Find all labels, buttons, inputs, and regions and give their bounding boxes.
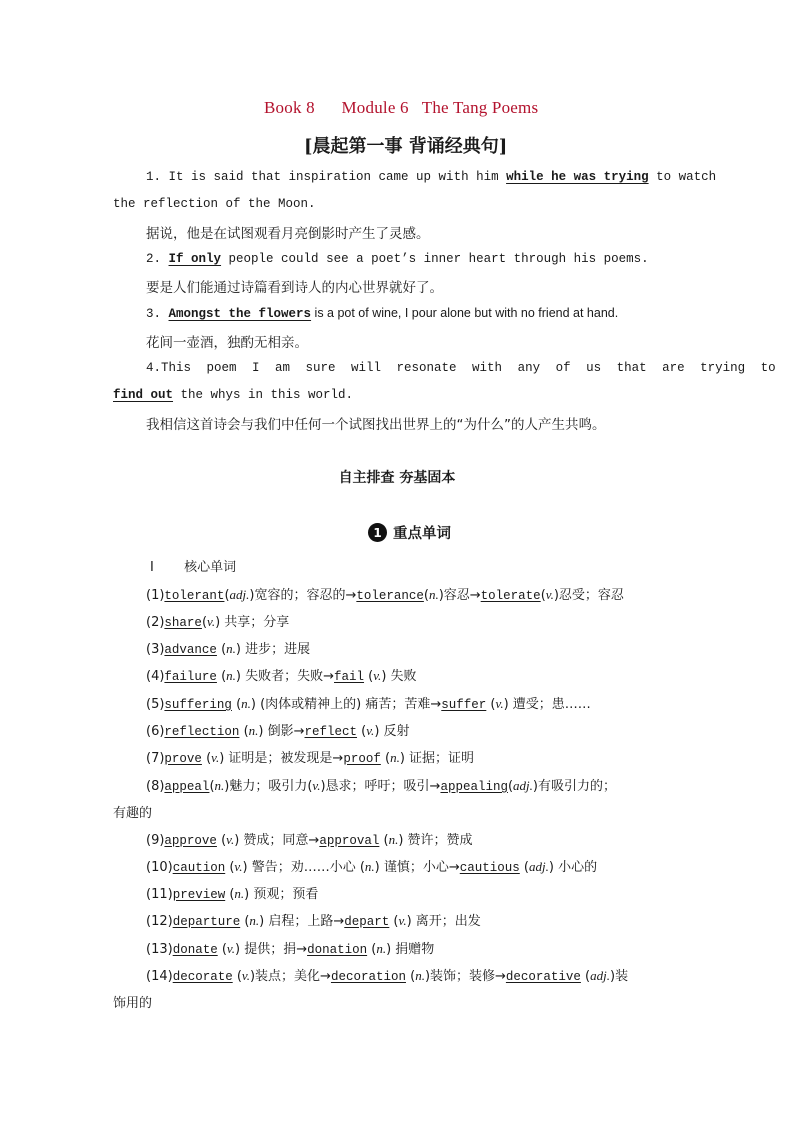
vocab-word: approve: [164, 834, 217, 848]
vocab-word: depart: [344, 915, 390, 929]
sentence-2-translation: 要是人们能通过诗篇看到诗人的内心世界就好了。: [146, 280, 443, 296]
vocab-text: ) 证据；证明: [399, 751, 475, 766]
part-of-speech: v.: [373, 668, 382, 683]
roman-numeral: Ⅰ: [150, 560, 154, 575]
vocab-text: (: [423, 588, 429, 603]
sentence-text: This poem I am sure will resonate with any of us that are trying to: [161, 361, 776, 375]
vocab-text: )宽容的；容忍的→: [249, 588, 357, 603]
vocab-text: ) 证明是；被发现是→: [219, 751, 344, 766]
vocab-text: ) (肉体或精神上的) 痛苦；苦难→: [250, 697, 442, 712]
part-of-speech: n.: [428, 587, 439, 602]
key-words-header: [368, 522, 451, 543]
subsection-title: [150, 556, 236, 575]
vocab-item-continuation: 饰用的: [113, 996, 153, 1011]
vocab-text: ) 进步；进展: [235, 642, 311, 657]
part-of-speech: v.: [366, 723, 375, 738]
part-of-speech: n.: [390, 750, 400, 765]
vocab-text: )有吸引力的；: [532, 779, 616, 794]
sentence-text: to watch: [648, 170, 717, 184]
vocab-item: [146, 829, 473, 848]
vocab-word: share: [164, 616, 202, 630]
sentence-1-line-1: [146, 170, 716, 184]
part-of-speech: n.: [415, 968, 425, 983]
vocab-number: (12): [146, 914, 173, 929]
vocab-word: donate: [172, 943, 218, 957]
part-of-speech: adj.: [529, 859, 549, 874]
vocab-number: (6): [146, 724, 165, 739]
vocab-text: ) 赞成；同意→: [234, 833, 320, 848]
vocab-word: failure: [164, 670, 217, 684]
vocab-text: (: [540, 588, 546, 603]
sentence-text: It is said that inspiration came up with him: [161, 170, 507, 184]
vocab-text: (: [201, 751, 212, 766]
vocab-word: tolerance: [356, 589, 424, 603]
vocab-word: reflection: [164, 725, 240, 739]
vocab-item: [146, 720, 410, 739]
vocab-text: ) 失败者；失败→: [235, 669, 335, 684]
vocab-text: ) 小心的: [548, 860, 598, 875]
sentence-number: 3.: [146, 307, 162, 321]
part-of-speech: n.: [226, 668, 236, 683]
part-of-speech: n.: [214, 778, 225, 793]
vocab-item: [146, 883, 318, 902]
vocab-number: (1): [146, 588, 165, 603]
vocab-text: ) 赞许；赞成: [398, 833, 473, 848]
vocab-text: (: [225, 860, 235, 875]
sentence-1-line-2: the reflection of the Moon.: [113, 197, 316, 211]
vocab-word: decoration: [330, 970, 406, 984]
sentence-answer: Amongst the flowers: [168, 307, 312, 321]
vocab-item: [146, 856, 597, 875]
vocab-text: (: [217, 942, 227, 957]
vocab-word: tolerant: [164, 589, 225, 603]
vocab-text: ) 失败: [381, 669, 417, 684]
vocab-word: donation: [307, 943, 368, 957]
sentence-text: people could see a poet’s inner heart through his poems.: [221, 252, 649, 266]
sentence-number: 2.: [146, 252, 162, 266]
vocab-word: appealing: [440, 780, 508, 794]
vocab-word: approval: [319, 834, 380, 848]
vocab-text: ) 倒影→: [258, 724, 305, 739]
vocab-text: )装: [610, 969, 629, 984]
vocab-text: ) 离开；出发: [406, 914, 481, 929]
vocab-text: (: [209, 779, 215, 794]
vocab-number: (3): [146, 642, 165, 657]
vocab-word: decorative: [505, 970, 581, 984]
sentence-text: the whys in this world.: [173, 388, 354, 402]
vocab-word: advance: [164, 643, 217, 657]
part-of-speech: v.: [495, 696, 504, 711]
part-of-speech: adj.: [513, 778, 533, 793]
part-of-speech: n.: [226, 641, 236, 656]
part-of-speech: v.: [545, 587, 554, 602]
vocab-text: ) 启程；上路→: [259, 914, 345, 929]
vocab-text: )装点；美化→: [249, 969, 331, 984]
part-of-speech: n.: [241, 696, 251, 711]
vocab-word: reflect: [304, 725, 358, 739]
vocab-item: [146, 584, 624, 603]
vocab-number: (2): [146, 615, 165, 630]
sentence-answer: while he was trying: [506, 170, 649, 184]
vocab-word: prove: [164, 752, 202, 766]
page-title: Book 8 Module 6 The Tang Poems: [264, 98, 539, 117]
sentence-2-line-1: [146, 252, 649, 266]
vocab-text: ) 警告；劝……小心 (: [242, 860, 365, 875]
sentence-1-translation: 据说，他是在试图观看月亮倒影时产生了灵感。: [146, 226, 430, 242]
section-subtitle: [晨起第一事 背诵经典句]: [304, 136, 508, 157]
vocab-text: (: [405, 969, 416, 984]
part-of-speech: v.: [207, 614, 216, 629]
vocab-text: ) 捐赠物: [386, 942, 435, 957]
part-of-speech: v.: [312, 778, 321, 793]
vocab-item: [146, 938, 434, 957]
sentence-4-line-2: [113, 388, 353, 402]
vocab-text: (: [367, 942, 377, 957]
vocab-text: )恳求；呼吁；吸引→: [320, 779, 441, 794]
sentence-answer: If only: [168, 252, 222, 266]
part-of-speech: v.: [241, 968, 250, 983]
sentence-3-translation: 花间一壶酒，独酌无相亲。: [146, 335, 308, 351]
vocab-text: (: [216, 669, 227, 684]
vocab-item-continuation: 有趣的: [113, 806, 153, 821]
vocab-text: (: [389, 914, 399, 929]
vocab-text: (: [357, 724, 367, 739]
vocab-number: (4): [146, 669, 165, 684]
vocab-item: [146, 775, 616, 794]
part-of-speech: n.: [376, 941, 387, 956]
vocab-text: ) 遭受；患……: [503, 697, 591, 712]
vocab-text: (: [364, 669, 374, 684]
vocab-text: (: [224, 588, 230, 603]
sentence-4-line-1: [146, 361, 776, 375]
vocab-text: (: [380, 751, 391, 766]
vocab-number: (13): [146, 942, 173, 957]
vocab-number: (14): [146, 969, 173, 984]
vocab-text: (: [580, 969, 591, 984]
part-of-speech: v.: [234, 859, 243, 874]
part-of-speech: v.: [398, 913, 407, 928]
vocab-word: proof: [343, 752, 381, 766]
vocab-text: )容忍→: [438, 588, 481, 603]
vocab-text: )魅力；吸引力(: [224, 779, 313, 794]
sentence-number: 1.: [146, 170, 162, 184]
part-of-speech: adj.: [590, 968, 611, 983]
vocab-word: appeal: [164, 780, 210, 794]
vocab-word: decorate: [172, 970, 233, 984]
subsection-label: 核心单词: [184, 560, 237, 575]
vocab-text: ) 预观；预看: [244, 887, 319, 902]
vocab-text: (: [239, 724, 249, 739]
sentence-answer: find out: [113, 388, 174, 402]
part-of-speech: v.: [226, 832, 235, 847]
vocab-text: )装饰；装修→: [424, 969, 506, 984]
vocab-text: (: [201, 615, 208, 630]
vocab-item: [146, 747, 474, 766]
vocab-text: (: [507, 779, 514, 794]
vocab-text: (: [232, 969, 242, 984]
vocab-number: (11): [146, 887, 173, 902]
vocab-number: (9): [146, 833, 165, 848]
vocab-word: fail: [334, 670, 365, 684]
vocab-number: (8): [146, 779, 165, 794]
part-of-speech: n.: [364, 859, 375, 874]
vocab-text: ) 谨慎；小心→: [374, 860, 460, 875]
vocab-word: departure: [172, 915, 241, 929]
sentence-text: is a pot of wine, I pour alone but with no friend at hand.: [311, 306, 619, 320]
vocab-word: cautious: [459, 861, 520, 875]
vocab-item: [146, 665, 417, 684]
key-words-label: 重点单词: [393, 526, 451, 542]
number-badge-icon: 1: [368, 523, 387, 542]
vocab-word: suffering: [164, 698, 232, 712]
vocab-text: (: [231, 697, 242, 712]
vocab-item: [146, 611, 289, 630]
vocab-item: [146, 965, 628, 984]
vocab-text: ) 共享；分享: [215, 615, 290, 630]
vocab-text: (: [379, 833, 389, 848]
vocab-text: (: [216, 833, 227, 848]
vocab-text: (: [486, 697, 496, 712]
sentence-3-line-1: [146, 306, 618, 321]
part-of-speech: v.: [211, 750, 220, 765]
part-of-speech: n.: [388, 832, 399, 847]
vocab-text: (: [216, 642, 227, 657]
section-heading: 自主排查 夯基固本: [338, 470, 456, 486]
vocab-text: )忍受；容忍: [553, 588, 624, 603]
part-of-speech: n.: [249, 913, 260, 928]
part-of-speech: n.: [234, 886, 245, 901]
part-of-speech: v.: [226, 941, 235, 956]
vocab-word: caution: [172, 861, 226, 875]
vocab-text: ) 反射: [374, 724, 410, 739]
vocab-word: preview: [172, 888, 226, 902]
vocab-number: (5): [146, 697, 165, 712]
vocab-item: [146, 638, 310, 657]
vocab-text: (: [225, 887, 235, 902]
vocab-item: [146, 910, 481, 929]
vocab-text: (: [240, 914, 250, 929]
vocab-item: [146, 693, 591, 712]
vocab-text: (: [519, 860, 529, 875]
vocab-text: ) 提供；捐→: [234, 942, 308, 957]
sentence-number: 4.: [146, 361, 162, 375]
vocab-number: (10): [146, 860, 173, 875]
sentence-4-translation: 我相信这首诗会与我们中任何一个试图找出世界上的“为什么”的人产生共鸣。: [146, 417, 606, 433]
part-of-speech: n.: [248, 723, 259, 738]
vocab-word: tolerate: [480, 589, 541, 603]
part-of-speech: adj.: [229, 587, 250, 602]
vocab-word: suffer: [441, 698, 487, 712]
vocab-number: (7): [146, 751, 165, 766]
